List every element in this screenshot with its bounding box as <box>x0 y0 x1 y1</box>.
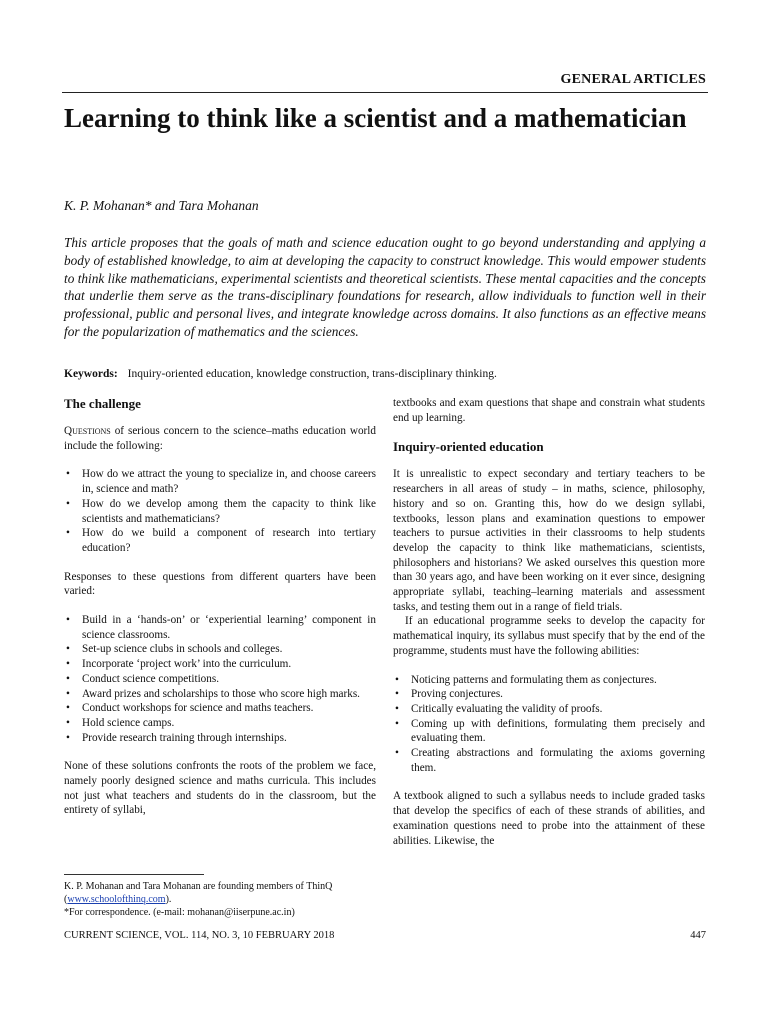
footnote-affiliation-end: ). <box>165 894 172 905</box>
list-item: • Noticing patterns and formulating them as conjectures. <box>393 673 705 688</box>
section-heading-inquiry: Inquiry-oriented education <box>393 439 544 455</box>
intro-rest: of serious concern to the science–maths education world include the following: <box>64 425 376 452</box>
inquiry-para-2: If an educational programme seeks to develop the capacity for mathematical inquiry, its syllabus must specify that by the end of the programme, students must have the following abilities: <box>393 615 705 657</box>
list-item: • Set-up science clubs in schools and colleges. <box>64 642 376 657</box>
footnote-affiliation-text: K. P. Mohanan and Tara Mohanan are founding members of ThinQ ( <box>64 881 333 905</box>
intro-smallcaps: Questions <box>64 425 111 437</box>
journal-citation: CURRENT SCIENCE, VOL. 114, NO. 3, 10 FEBRUARY 2018 <box>64 930 335 941</box>
keywords-text: Inquiry-oriented education, knowledge construction, trans-disciplinary thinking. <box>127 368 497 380</box>
list-item: • How do we build a component of research into tertiary education? <box>64 526 376 555</box>
list-item: • Award prizes and scholarships to those who score high marks. <box>64 687 376 702</box>
section-label: GENERAL ARTICLES <box>560 72 706 87</box>
abilities-list <box>393 673 705 776</box>
list-item: • Build in a ‘hands-on’ or ‘experiential learning’ component in science classrooms. <box>64 613 376 642</box>
footnote-correspondence: *For correspondence. (e-mail: mohanan@iiserpune.ac.in) <box>64 907 295 918</box>
thinq-website-link[interactable]: www.schoolofthinq.com <box>67 894 166 905</box>
left-column <box>64 396 376 818</box>
list-item: • How do we attract the young to specialize in, and choose careers in, science and math? <box>64 467 376 496</box>
responses-list <box>64 613 376 745</box>
section-heading-challenge: The challenge <box>64 396 141 411</box>
article-title: Learning to think like a scientist and a mathematician <box>64 103 687 133</box>
footnote-rule <box>64 874 204 875</box>
list-item: • Creating abstractions and formulating the axioms governing them. <box>393 746 705 775</box>
list-item: • Hold science camps. <box>64 716 376 731</box>
list-item: • Coming up with definitions, formulating them precisely and evaluating them. <box>393 717 705 746</box>
questions-list <box>64 467 376 555</box>
list-item: • Critically evaluating the validity of proofs. <box>393 702 705 717</box>
keywords-label: Keywords: <box>64 368 118 380</box>
list-item: • Incorporate ‘project work’ into the curriculum. <box>64 657 376 672</box>
list-item: • Conduct science competitions. <box>64 672 376 687</box>
header-rule <box>62 92 708 93</box>
list-item: • Provide research training through internships. <box>64 731 376 746</box>
keywords-line <box>64 368 497 380</box>
list-item: • How do we develop among them the capacity to think like scientists and mathematicians? <box>64 497 376 526</box>
right-column <box>393 396 705 848</box>
inquiry-para-3: A textbook aligned to such a syllabus needs to include graded tasks that develop the specifics of each of these strands of abilities, and examination questions need to probe into the attainment of these abilities. Likewise, the <box>393 790 705 847</box>
footnote-affiliation <box>64 880 376 906</box>
challenge-intro <box>64 424 376 453</box>
article-abstract: This article proposes that the goals of math and science education ought to go beyond understanding and applying a body of established knowledge, to aim at developing the capacity to construct knowledge. This would empower students to think like mathematicians, experimental scientists and theoretical scientists. These mental capacities and the concepts that underlie them serve as the trans-disciplinary foundations for research, allow individuals to function well in their professional, public and personal lives, and integrate knowledge across domains. It also functions as an effective means for the popularization of mathematics and the sciences. <box>64 235 706 339</box>
page-number: 447 <box>690 930 706 941</box>
continuation-text: textbooks and exam questions that shape and constrain what students end up learning. <box>393 397 705 424</box>
list-item: • Proving conjectures. <box>393 687 705 702</box>
list-item: • Conduct workshops for science and maths teachers. <box>64 701 376 716</box>
responses-intro: Responses to these questions from different quarters have been varied: <box>64 570 376 598</box>
article-authors: K. P. Mohanan* and Tara Mohanan <box>64 198 259 213</box>
challenge-closing: None of these solutions confronts the roots of the problem we face, namely poorly designed science and maths curricula. This includes not just what teachers and students do in the classroom, but the entirety of syllabi, <box>64 760 376 817</box>
inquiry-para-1: It is unrealistic to expect secondary and tertiary teachers to be researchers in all areas of study – in maths, science, philosophy, history and so on. Granting this, how do we design syllabi, textbooks, lesson plans and examination questions to empower teachers to pursue activities in their classrooms to help students develop the capacity to think like mathematicians, scientists, philosophers and historians? We asked ourselves this question more than 30 years ago, and have been working on it ever since, designing appropriate syllabi, teaching–learning materials and assessment tasks, and testing them out in a range of field trials. <box>393 468 705 613</box>
footnote <box>64 880 376 919</box>
